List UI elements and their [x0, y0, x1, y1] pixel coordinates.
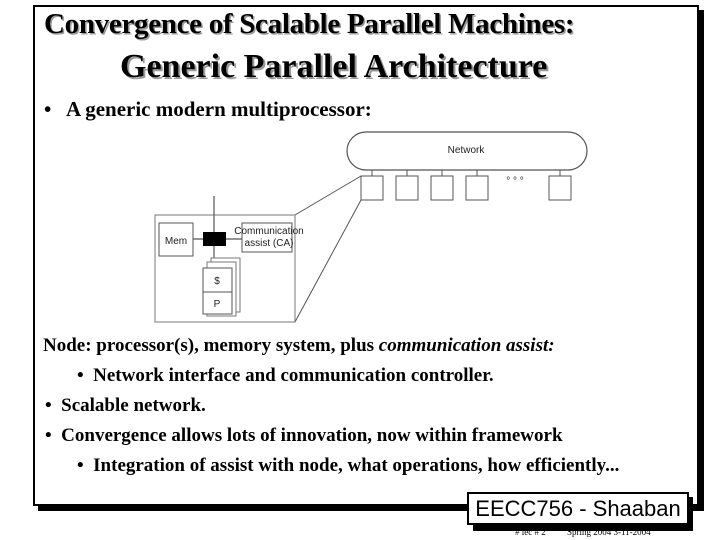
- bullet-text: Scalable network.: [61, 395, 206, 416]
- slide-title-line2: Generic Parallel Architecture: [120, 48, 548, 85]
- multiprocessor-diagram: [150, 128, 600, 328]
- processor-label: P: [213, 299, 221, 310]
- bullet-marker: •: [77, 455, 84, 476]
- sub-bullet-text: Network interface and communication controller.: [93, 365, 494, 386]
- network-label: Network: [447, 145, 485, 156]
- bullet-marker: •: [77, 365, 84, 386]
- comm-assist-label-line2: assist (CA): [244, 238, 294, 249]
- node-box-4: [466, 176, 488, 200]
- node-description: [43, 335, 555, 357]
- bullet-marker: •: [44, 97, 52, 121]
- bullet-marker: •: [45, 425, 52, 446]
- node-box-2: [396, 176, 418, 200]
- term-date: Spring 2004 3-11-2004: [567, 527, 651, 537]
- bullet-scalable-network: [45, 395, 206, 417]
- node-description-prefix: Node: processor(s), memory system, plus: [43, 335, 379, 356]
- bullet-convergence: [45, 425, 563, 447]
- sub-bullet-text: Integration of assist with node, what operations, how efficiently...: [93, 455, 620, 476]
- network-connections: [361, 170, 571, 200]
- sub-bullet-network-interface: [77, 365, 494, 387]
- cache-label: $: [214, 276, 220, 287]
- bullet-generic-multiprocessor: [44, 97, 372, 122]
- bullet-text: Convergence allows lots of innovation, now within framework: [61, 425, 563, 446]
- ellipsis-dots: ° ° °: [506, 176, 524, 187]
- bullet-text: A generic modern multiprocessor:: [65, 97, 372, 121]
- node-description-emphasis: communication assist:: [378, 335, 555, 356]
- course-badge: EECC756 - Shaaban: [467, 492, 689, 525]
- bullet-marker: •: [45, 395, 52, 416]
- comm-assist-label-line1: Communication: [234, 226, 304, 237]
- node-box-1: [361, 176, 383, 200]
- slide-title-line1: Convergence of Scalable Parallel Machines:: [44, 8, 575, 40]
- comm-assist-box: [203, 232, 226, 246]
- sub-bullet-integration: [77, 455, 619, 477]
- node-box-5: [549, 176, 571, 200]
- node-box-3: [431, 176, 453, 200]
- lecture-number: # lec # 2: [515, 527, 546, 537]
- memory-label: Mem: [164, 236, 188, 247]
